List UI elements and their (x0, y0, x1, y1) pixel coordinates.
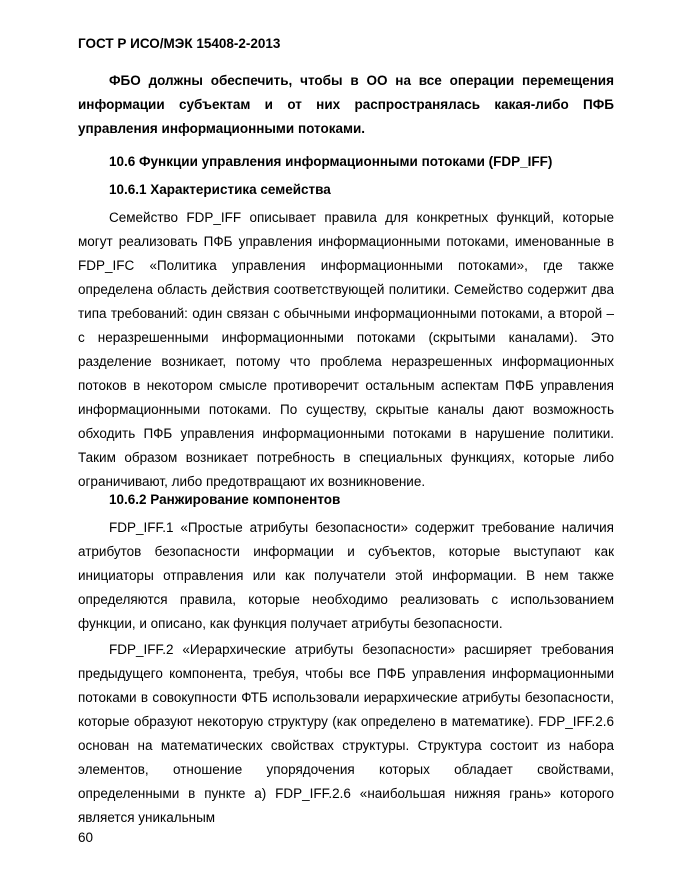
intro-requirement-paragraph: ФБО должны обеспечить, чтобы в ОО на все операции перемещения информации субъектам и от них распространялась какая-либо ПФБ управления информационными потоками. (78, 73, 614, 136)
subsection-heading-family-characteristic: 10.6.1 Характеристика семейства (109, 182, 331, 197)
component-levelling-paragraph-1: FDP_IFF.1 «Простые атрибуты безопасности» содержит требование наличия атрибутов безопасности информации и субъектов, которые выступают как инициаторы отправления или как получатели этой информации. В нем также определяются правила, которые необходимо реализовать с использованием функции, и описано, как функция получает атрибуты безопасности. (78, 520, 614, 631)
subsection-heading-component-levelling: 10.6.2 Ранжирование компонентов (109, 492, 341, 507)
page-number: 60 (78, 830, 94, 845)
section-heading: 10.6 Функции управления информационными потоками (FDP_IFF) (109, 154, 553, 169)
component-levelling-paragraph-2: FDP_IFF.2 «Иерархические атрибуты безопасности» расширяет требования предыдущего компонента, требуя, чтобы все ПФБ управления информационными потоками в совокупности ФТБ использовали иерархические атрибуты безопасности, которые образуют некоторую структуру (как определено в математике). FDP_IFF.2.6 основан на математических свойствах структуры. Структура состоит из набора элементов, отношение упорядочения которых обладает свойствами, определенными в пункте а) FDP_IFF.2.6 «наибольшая нижняя грань» которого является уникальным (78, 642, 614, 825)
family-characteristic-paragraph: Семейство FDP_IFF описывает правила для конкретных функций, которые могут реализовать ПФБ управления информационными потоками, именованные в FDP_IFC «Политика управления информационными потоками», где также определена область действия соответствующей политики. Семейство содержит два типа требований: один связан с обычными информационными потоками, а второй – с неразрешенными информационными потоками (скрытыми каналами). Это разделение возникает, потому что проблема неразрешенных информационных потоков в некотором смысле противоречит остальным аспектам ПФБ управления информационными потоками. По существу, скрытые каналы дают возможность обходить ПФБ управления информационными потоками в нарушение политики. Таким образом возникает потребность в специальных функциях, которые либо ограничивают, либо предотвращают их возникновение. (78, 210, 614, 489)
document-header: ГОСТ Р ИСО/МЭК 15408-2-2013 (78, 36, 281, 51)
